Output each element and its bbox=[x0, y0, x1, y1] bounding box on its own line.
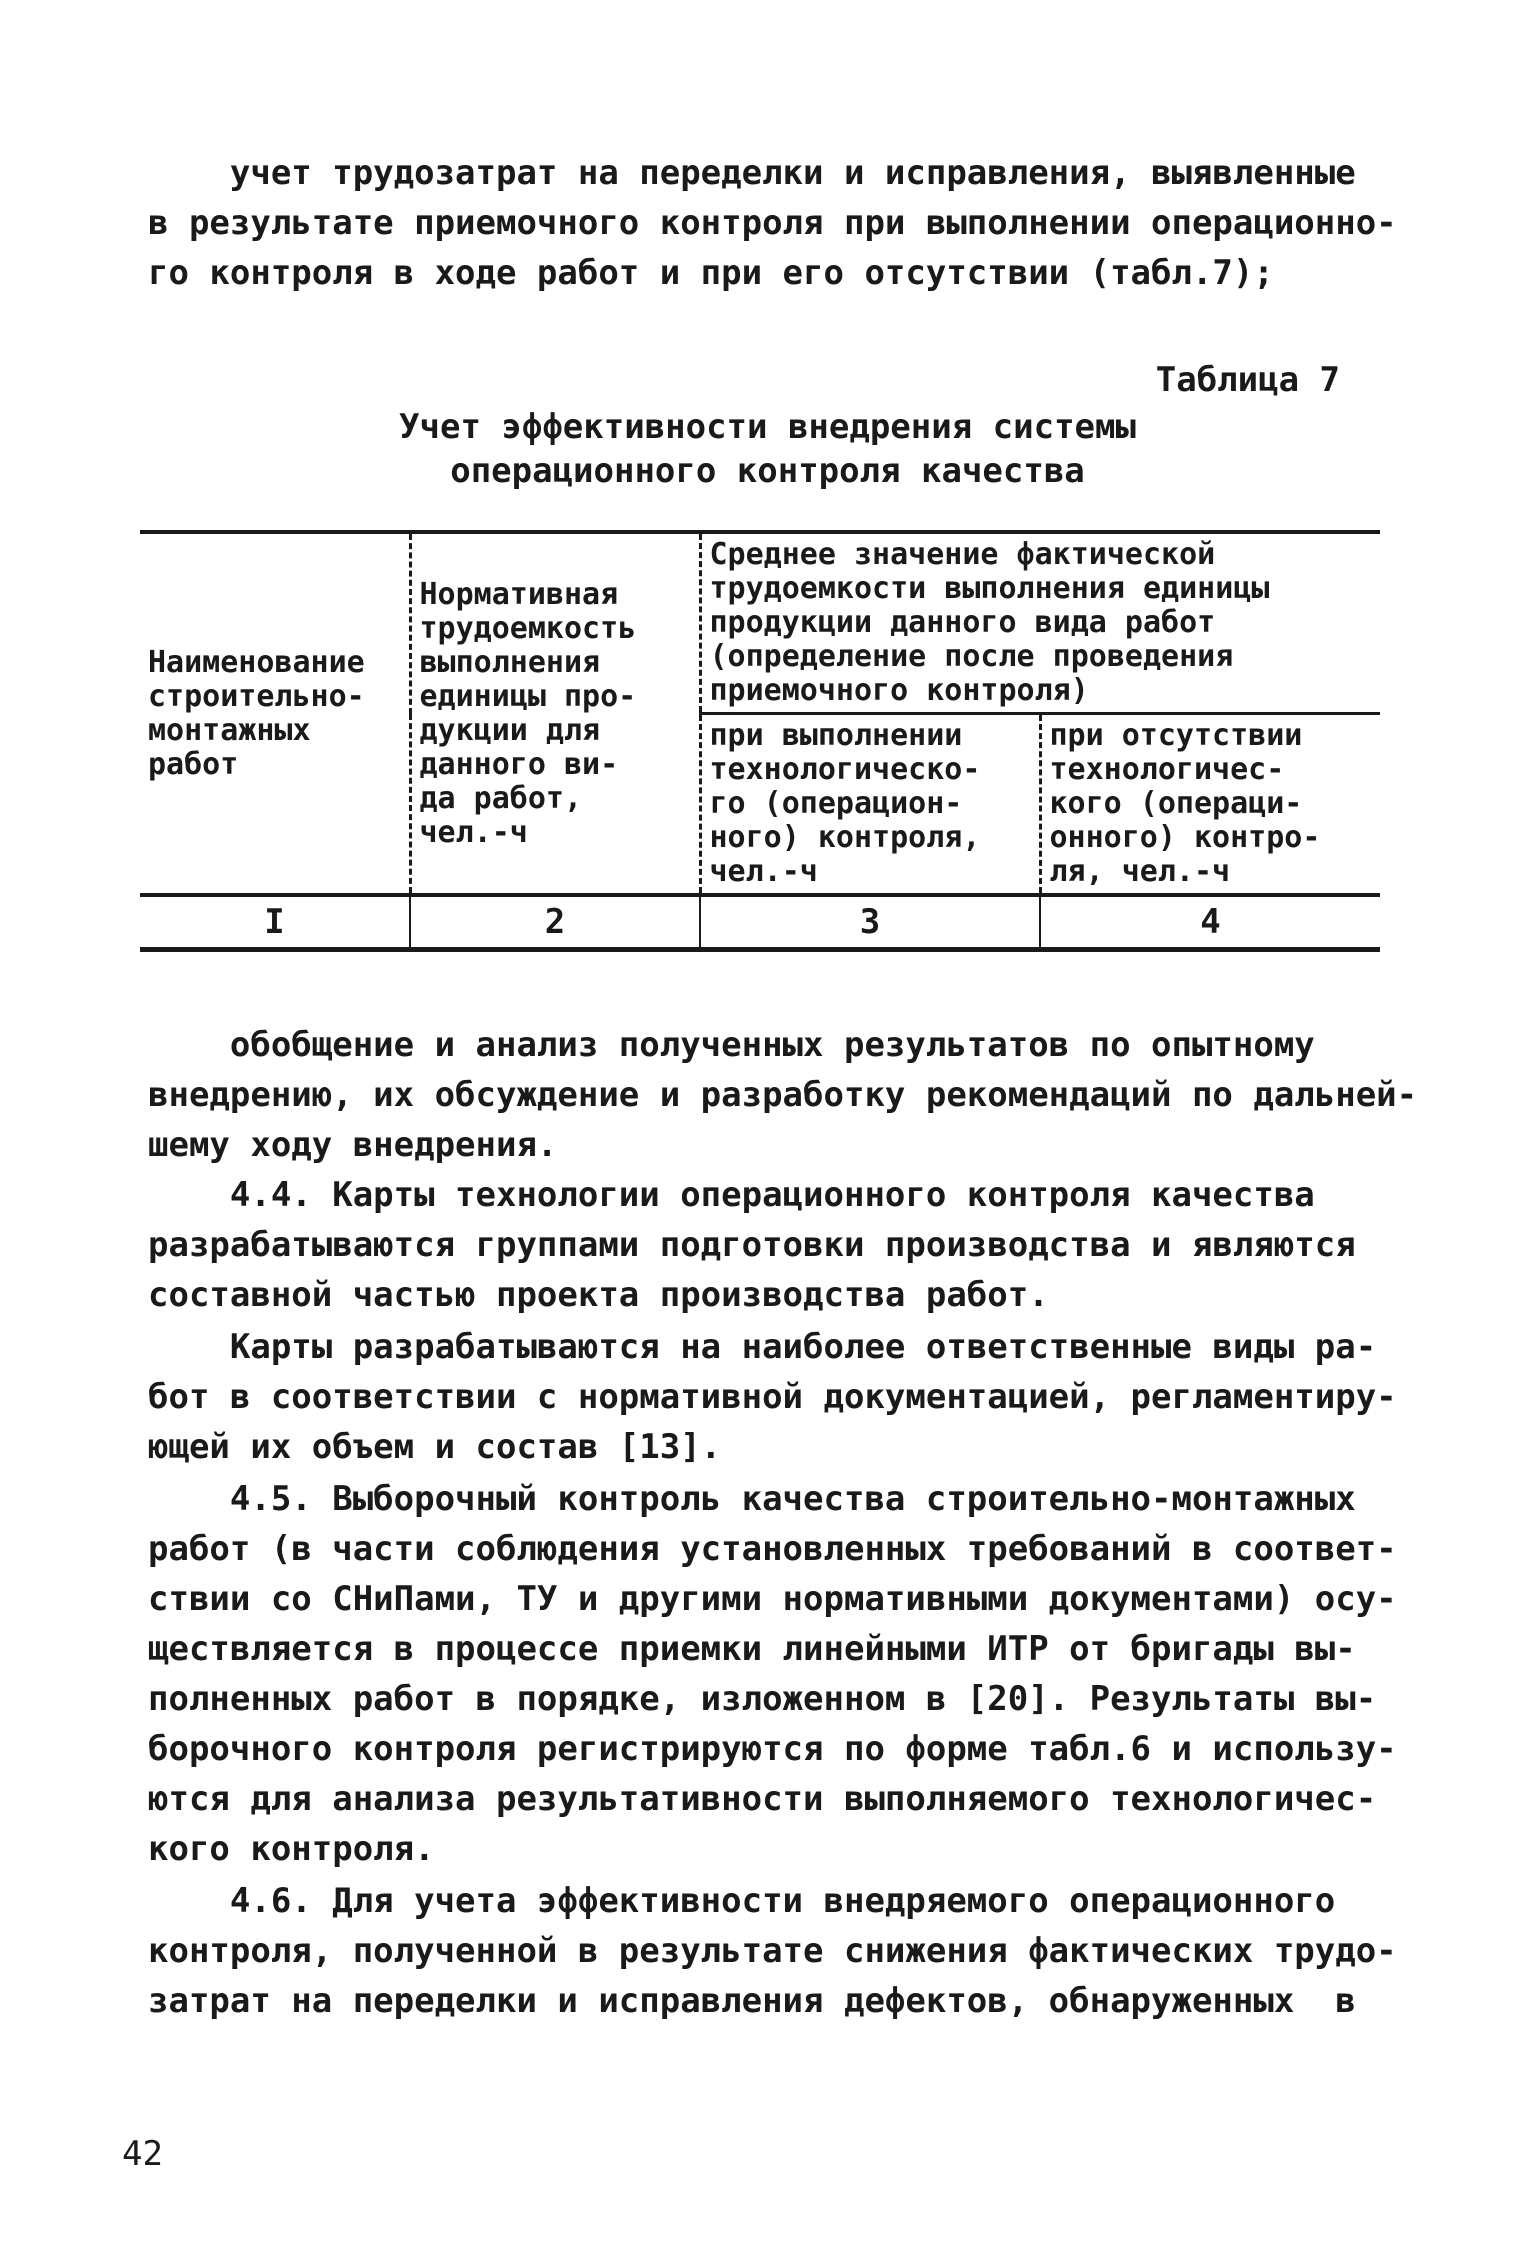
column-number: 4 bbox=[1040, 895, 1380, 950]
text-line: в результате приемочного контроля при выполнении операционно- bbox=[148, 203, 1397, 243]
text-line: го контроля в ходе работ и при его отсутствии (табл.7); bbox=[148, 253, 1274, 293]
paragraph-generalization bbox=[148, 1020, 1418, 1170]
text-line: Карты разрабатываются на наиболее ответственные виды ра- bbox=[148, 1327, 1377, 1367]
text-line: полненных работ в порядке, изложенном в [20]. Результаты вы- bbox=[148, 1679, 1377, 1719]
header-normative-labor: Нормативная трудоемкость выполнения единицы про- дукции для данного ви- да работ, чел.-ч bbox=[410, 532, 700, 895]
text-line: обобщение и анализ полученных результатов по опытному bbox=[148, 1025, 1315, 1065]
text-line: 4.6. Для учета эффективности внедряемого операционного bbox=[148, 1881, 1336, 1921]
text-line: кого контроля. bbox=[148, 1829, 435, 1869]
text-line: 4.4. Карты технологии операционного контроля качества bbox=[148, 1175, 1315, 1215]
intro-paragraph bbox=[148, 148, 1397, 298]
text-line: ющей их объем и состав [13]. bbox=[148, 1427, 722, 1467]
text-line: работ (в части соблюдения установленных требований в соответ- bbox=[148, 1529, 1397, 1569]
header-with-control: при выполнении технологическо- го (операцион- ного) контроля, чел.-ч bbox=[700, 714, 1040, 896]
page-number: 42 bbox=[122, 2134, 163, 2174]
text-line: ются для анализа результативности выполняемого технологичес- bbox=[148, 1779, 1377, 1819]
text-line: составной частью проекта производства работ. bbox=[148, 1275, 1049, 1315]
header-actual-labor-group: Среднее значение фактической трудоемкости выполнения единицы продукции данного вида работ (определение после проведения приемочного контроля) bbox=[700, 532, 1380, 714]
table-title-line: Учет эффективности внедрения системы bbox=[399, 407, 1136, 447]
text-line: затрат на переделки и исправления дефектов, обнаруженных в bbox=[148, 1981, 1356, 2021]
text-line: шему ходу внедрения. bbox=[148, 1125, 558, 1165]
text-line: учет трудозатрат на переделки и исправления, выявленные bbox=[148, 153, 1356, 193]
paragraph-4-4 bbox=[148, 1170, 1388, 1320]
table-title bbox=[0, 405, 1535, 493]
text-line: бот в соответствии с нормативной документацией, регламентиру- bbox=[148, 1377, 1397, 1417]
header-work-name: Наименование строительно- монтажных работ bbox=[140, 532, 410, 895]
text-line: ществляется в процессе приемки линейными ИТР от бригады вы- bbox=[148, 1629, 1356, 1669]
header-without-control: при отсутствии технологичес- кого (операци- онного) контро- ля, чел.-ч bbox=[1040, 714, 1380, 896]
efficiency-table bbox=[140, 530, 1380, 952]
text-line: внедрению, их обсуждение и разработку рекомендаций по дальней- bbox=[148, 1075, 1418, 1115]
text-line: контроля, полученной в результате снижения фактических трудо- bbox=[148, 1931, 1397, 1971]
column-number: 2 bbox=[410, 895, 700, 950]
text-line: борочного контроля регистрируются по форме табл.6 и использу- bbox=[148, 1729, 1397, 1769]
column-number: 3 bbox=[700, 895, 1040, 950]
table-title-line: операционного контроля качества bbox=[450, 451, 1085, 491]
text-line: 4.5. Выборочный контроль качества строительно-монтажных bbox=[148, 1479, 1356, 1519]
paragraph-maps bbox=[148, 1322, 1397, 1472]
table-caption: Таблица 7 bbox=[1155, 360, 1340, 400]
column-number: I bbox=[140, 895, 410, 950]
text-line: разрабатываются группами подготовки производства и являются bbox=[148, 1225, 1356, 1265]
paragraph-4-5 bbox=[148, 1474, 1397, 1874]
paragraph-4-6 bbox=[148, 1876, 1397, 2026]
text-line: ствии со СНиПами, ТУ и другими нормативными документами) осу- bbox=[148, 1579, 1397, 1619]
